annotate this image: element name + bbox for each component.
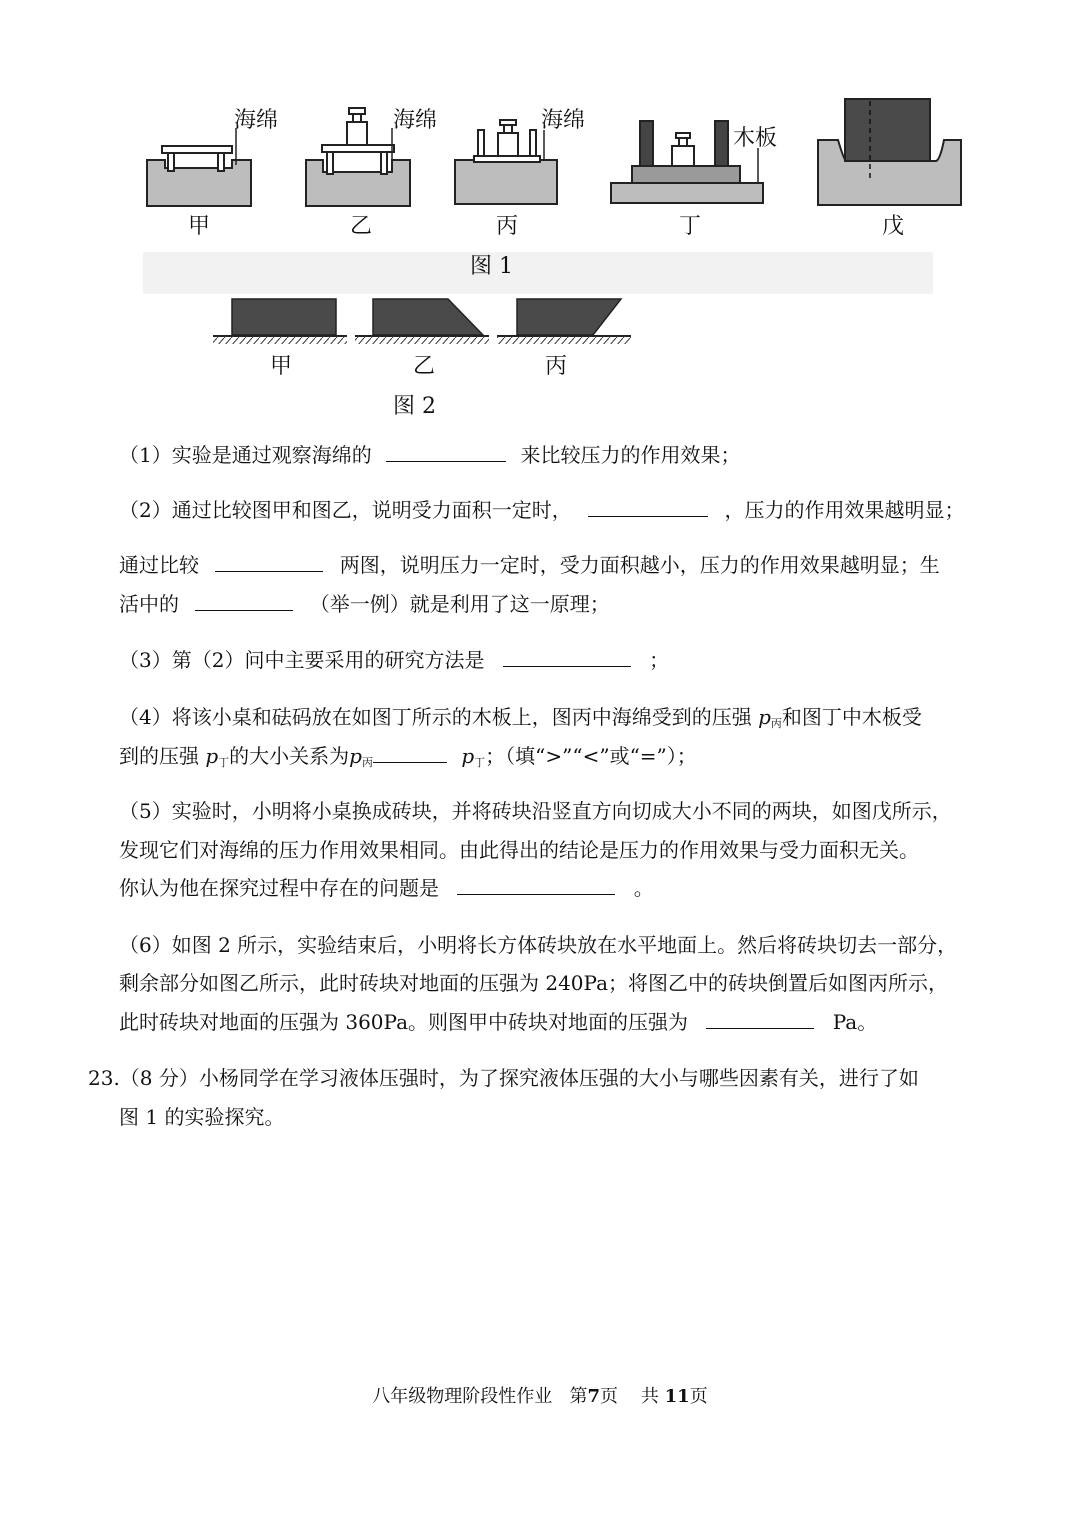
figure-2: [0, 290, 1080, 370]
question-6-line-2: 剩余部分如图乙所示，此时砖块对地面的压强为 240Pa；将图乙中的砖块倒置后如图丙所示，: [119, 971, 949, 995]
q5-l3-prefix: 你认为他在探究过程中存在的问题是: [119, 876, 439, 900]
label-sponge-3: 海绵: [541, 108, 586, 133]
q4-sub-ding-1: 丁: [218, 756, 230, 769]
q5-l3-suffix: 。: [633, 876, 654, 900]
q2-l1-suffix: ，压力的作用效果越明显；: [724, 498, 965, 522]
question-5-line-2: 发现它们对海绵的压力作用效果相同。由此得出的结论是压力的作用效果与受力面积无关。: [119, 838, 919, 862]
q4-sub-bing-1: 丙: [770, 717, 782, 730]
q4-l1-tail: 和图丁中木板受: [781, 705, 922, 729]
question-2-line-1: [119, 496, 964, 524]
question-1: [119, 441, 740, 469]
q4-sub-ding-2: 丁: [474, 756, 486, 769]
q1-prefix: （1）实验是通过观察海绵的: [119, 443, 372, 467]
figure2-brick-yi: [355, 299, 489, 344]
figure2-panel-bing: 丙: [545, 354, 568, 379]
q3-answer-blank[interactable]: [503, 646, 631, 667]
question-5-line-3: [119, 874, 654, 902]
label-sponge-2: 海绵: [393, 108, 438, 133]
footer-page-prefix: 第: [569, 1386, 588, 1407]
figure2-brick-bing: [497, 299, 631, 344]
panel-jia-sponge-table: [147, 128, 251, 206]
figure1-caption: 图 1: [470, 254, 513, 279]
figure2-panel-yi: 乙: [413, 354, 436, 379]
q3-suffix: ；: [649, 648, 670, 672]
footer-total-pages: 11: [664, 1386, 690, 1407]
q4-p-symbol-1: p: [758, 705, 771, 729]
label-board: 木板: [733, 126, 778, 151]
q2-l2-prefix: 通过比较: [119, 553, 199, 577]
figure1-panel-yi: 乙: [350, 214, 373, 239]
question-4-line-1: [119, 703, 922, 738]
figure1-panel-wu: 戊: [882, 214, 905, 239]
question-5-line-1: （5）实验时，小明将小桌换成砖块，并将砖块沿竖直方向切成大小不同的两块，如图戊所示，: [119, 799, 952, 823]
q6-answer-blank[interactable]: [706, 1008, 814, 1029]
q4-answer-blank[interactable]: [373, 742, 447, 763]
question-3: [119, 646, 669, 674]
q5-answer-blank[interactable]: [457, 874, 615, 895]
q4-l2-b: 的大小关系为: [229, 744, 350, 768]
figure1-panel-ding: 丁: [679, 214, 702, 239]
footer-total-prefix: 共: [640, 1386, 659, 1407]
question-6-line-1: （6）如图 2 所示，实验结束后，小明将长方体砖块放在水平地面上。然后将砖块切去一部分，: [119, 933, 958, 957]
q2-l3-suffix: （举一例）就是利用了这一原理；: [309, 592, 610, 616]
question-23-line-1: 23.（8 分）小杨同学在学习液体压强时，为了探究液体压强的大小与哪些因素有关，进行了如: [88, 1066, 919, 1090]
q4-l2-a: 到的压强: [119, 744, 199, 768]
question-6-line-3: [119, 1008, 877, 1036]
q4-p-symbol-2: p: [205, 744, 219, 768]
q2-l1-prefix: （2）通过比较图甲和图乙，说明受力面积一定时，: [119, 498, 572, 522]
q1-suffix: 来比较压力的作用效果；: [520, 443, 741, 467]
q2-answer-blank-3[interactable]: [195, 590, 293, 611]
label-sponge-1: 海绵: [234, 108, 279, 133]
question-2-line-2: [119, 551, 940, 579]
panel-wu-split-brick: [818, 99, 961, 205]
q4-l1-text: （4）将该小桌和砝码放在如图丁所示的木板上，图丙中海绵受到的压强: [119, 705, 752, 729]
q2-l2-suffix: 两图，说明压力一定时，受力面积越小，压力的作用效果越明显；生: [339, 553, 940, 577]
figure-1: [0, 0, 1080, 300]
q3-prefix: （3）第（2）问中主要采用的研究方法是: [119, 648, 485, 672]
q6-l3-suffix: Pa。: [832, 1010, 878, 1034]
figure1-panel-bing: 丙: [496, 214, 519, 239]
q4-l2-c: ；（填“>”“<”或“=”）；: [485, 744, 697, 768]
footer-total-suffix: 页: [689, 1386, 708, 1407]
question-2-line-3: [119, 590, 610, 618]
footer-page-number: 7: [587, 1386, 600, 1407]
question-23-line-2: 图 1 的实验探究。: [119, 1105, 285, 1129]
q2-answer-blank-1[interactable]: [588, 496, 708, 517]
footer-page-suffix: 页: [600, 1386, 618, 1407]
page-footer: [0, 1382, 1080, 1408]
figure2-caption: 图 2: [393, 394, 436, 419]
question-4-line-2: [119, 742, 697, 777]
figure-1-caption-band: [143, 252, 933, 294]
q4-sub-bing-2: 丙: [361, 756, 373, 769]
figure2-panel-jia: 甲: [270, 354, 293, 379]
figure2-brick-jia: [213, 299, 347, 344]
q6-l3-prefix: 此时砖块对地面的压强为 360Pa。则图甲中砖块对地面的压强为: [119, 1010, 689, 1034]
q4-p-symbol-3: p: [349, 744, 362, 768]
q2-answer-blank-2[interactable]: [215, 551, 323, 572]
figure1-panel-jia: 甲: [188, 214, 211, 239]
q1-answer-blank[interactable]: [386, 441, 506, 462]
q2-l3-prefix: 活中的: [119, 592, 179, 616]
footer-title: 八年级物理阶段性作业: [372, 1386, 553, 1407]
q4-p-symbol-4: p: [461, 744, 475, 768]
